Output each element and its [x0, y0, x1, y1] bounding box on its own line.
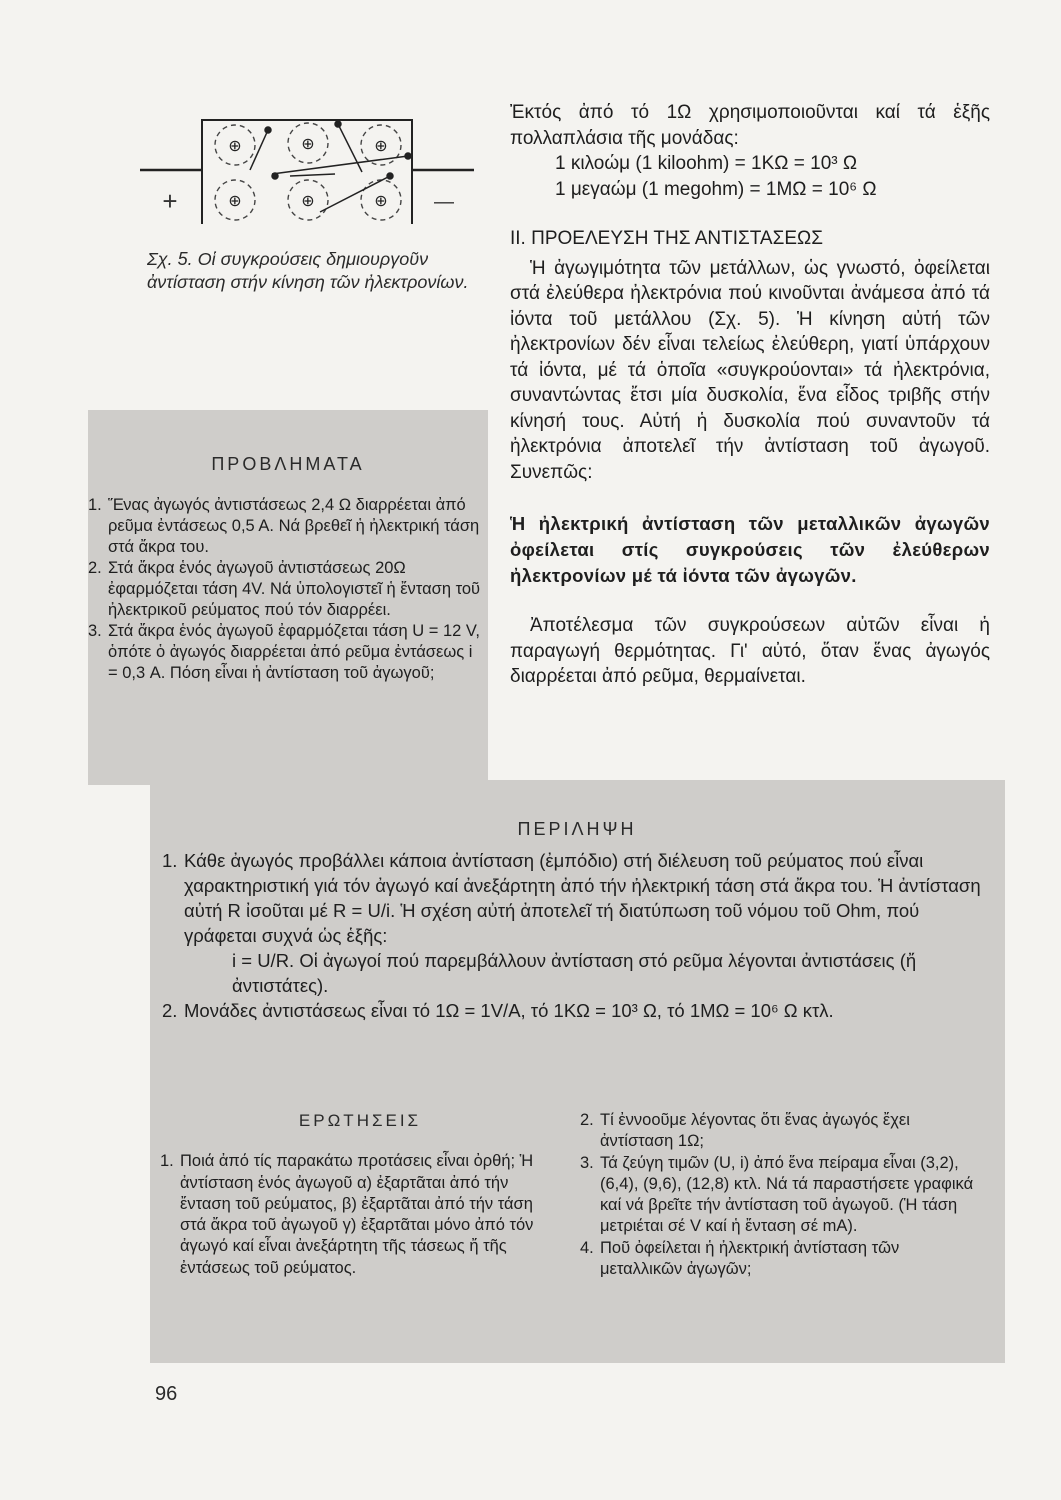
section-2-title: II. ΠΡΟΕΛΕΥΣΗ ΤΗΣ ΑΝΤΙΣΤΑΣΕΩΣ: [510, 228, 823, 249]
section-2-paragraph-1: Ἡ ἀγωγιμότητα τῶν μετάλλων, ὡς γνωστό, ὀφείλεται στά ἐλεύθερα ἠλεκτρόνια πού κινοῦνται ἀνάμεσα ἀπό τά ἰόντα τοῦ μετάλλου (Σχ. 5). Ἡ κίνηση αὐτή τῶν ἠλεκτρονίων δέν εἶναι τελείως ἐλεύθερη, γιατί ὑπάρχουν τά ἰόντα, μέ τά ὁποῖα «συγκρούονται» τά ἠλεκτρόνια, συναντώντας ἔτσι μία δυσκολία, ἕνα εἶδος τριβῆς στήν κίνησή τους. Αὐτή ἡ δυσκολία πού συναντοῦν τά ἠλεκτρόνια ἀποτελεῖ τήν ἀντίσταση τοῦ ἀγωγοῦ. Συνεπῶς:: [510, 257, 990, 483]
ion-symbols: [228, 136, 387, 210]
questions-left-list: [160, 1151, 560, 1279]
ion-icon: ⊕: [228, 193, 242, 210]
summary-title: ΠΕΡΙΛΗΨΗ: [517, 819, 637, 839]
electron-icon: [387, 173, 393, 179]
units-kiloohm: 1 κιλοώμ (1 kiloohm) = 1ΚΩ = 10³ Ω: [555, 153, 858, 174]
electron-icon: [272, 173, 278, 179]
negative-terminal: —: [434, 191, 454, 213]
electron-path: [290, 174, 335, 176]
units-megohm: 1 μεγαώμ (1 megohm) = 1ΜΩ = 10⁶ Ω: [555, 178, 877, 200]
figure-5-conductor-diagram: [140, 112, 480, 224]
electron-icon: [335, 121, 341, 127]
ion-icon: ⊕: [374, 193, 388, 210]
summary-list: [162, 848, 992, 1023]
figure-caption: Σχ. 5. Οἱ συγκρούσεις δημιουργοῦν ἀντίσταση στήν κίνηση τῶν ἠλεκτρονίων.: [147, 249, 469, 292]
ion-icon: ⊕: [301, 136, 315, 153]
problem-item: 2. Στά ἄκρα ἑνός ἀγωγοῦ ἀντιστάσεως 20Ω ἐφαρμόζεται τάση 4V. Νά ὑπολογιστεῖ ἡ ἔνταση τοῦ ἠλεκτρικοῦ ρεύματος πού τόν διαρρέει.: [88, 559, 481, 619]
summary-top-band: [150, 780, 1005, 795]
ion-icon: ⊕: [301, 193, 315, 210]
question-item: 4. Ποῦ ὀφείλεται ἡ ἠλεκτρική ἀντίσταση τῶν μεταλλικῶν ἀγωγῶν;: [580, 1238, 900, 1279]
summary-item: 2. Μονάδες ἀντιστάσεως εἶναι τό 1Ω = 1V/A, τό 1ΚΩ = 10³ Ω, τό 1ΜΩ = 10⁶ Ω κτλ.: [162, 1000, 834, 1021]
electron-icon: [405, 153, 411, 159]
summary-content: [162, 817, 992, 1023]
ion-icon: ⊕: [228, 138, 242, 155]
summary-item: 1. Κάθε ἀγωγός προβάλλει κάποια ἀντίσταση (ἐμπόδιο) στή διέλευση τοῦ ρεύματος πού εἶναι χαρακτηριστική γιά τόν ἀγωγό καί ἀνεξάρτητη ἀπό τήν ἠλεκτρική τάση στά ἄκρα του. Ἡ ἀντίσταση αὐτή R ἰσοῦται μέ R = U/i. Ἡ σχέση αὐτή ἀποτελεῖ τή διατύπωση τοῦ νόμου τοῦ Ohm, πού γράφεται συχνά ὡς ἑξῆς: i = U/R. Οἱ ἀγωγοί πού παρεμβάλλουν ἀντίσταση στό ρεῦμα λέγονται ἀντιστάσεις (ἤ ἀντιστάτες).: [162, 848, 992, 998]
conductor-ions-electrons-svg: [140, 112, 480, 224]
problems-box: [88, 410, 488, 785]
questions-right-column: [580, 1110, 980, 1280]
problems-list: [88, 495, 483, 684]
summary-box: [150, 795, 1005, 1091]
units-intro: Ἐκτός ἀπό τό 1Ω χρησιμοποιοῦνται καί τά ἑξῆς πολλαπλάσια τῆς μονάδας:: [510, 102, 990, 149]
questions-title: ΕΡΩΤΗΣΕΙΣ: [298, 1111, 422, 1130]
question-item: 3. Τά ζεύγη τιμῶν (U, i) ἀπό ἕνα πείραμα εἶναι (3,2), (6,4), (9,6), (12,8) κτλ. Νά τά παραστήσετε γραφικά καί νά βρεῖτε τήν ἀντίσταση τοῦ ἀγωγοῦ. (Ἡ τάση μετριέται σέ V καί ἡ ἔνταση σέ mA).: [580, 1153, 974, 1236]
questions-left-column: [160, 1110, 560, 1279]
electron-path: [250, 130, 268, 170]
question-item: 2. Τί ἐννοοῦμε λέγοντας ὅτι ἕνας ἀγωγός ἔχει ἀντίσταση 1Ω;: [580, 1111, 910, 1151]
ohm-law-formula: i = U/R. Οἱ ἀγωγοί πού παρεμβάλλουν ἀντίσταση στό ρεῦμα λέγονται ἀντιστάσεις (ἤ ἀντιστάτες).: [232, 950, 917, 996]
page-number: 96: [155, 1383, 178, 1405]
section-2-paragraph-2: Ἀποτέλεσμα τῶν συγκρούσεων αὐτῶν εἶναι ἡ παραγωγή θερμότητας. Γι' αὐτό, ὅταν ἕνας ἀγωγός διαρρέεται ἀπό ρεῦμα, θερμαίνεται.: [510, 615, 990, 687]
electron-icon: [265, 127, 271, 133]
problem-item: 3. Στά ἄκρα ἑνός ἀγωγοῦ ἐφαρμόζεται τάση U = 12 V, ὁπότε ὁ ἀγωγός διαρρέεται ἀπό ρεῦμα ἐντάσεως i = 0,3 Α. Πόση εἶναι ἡ ἀντίσταση τοῦ ἀγωγοῦ;: [88, 622, 481, 682]
questions-right-list: [580, 1110, 980, 1280]
electron-path: [272, 156, 408, 174]
problems-title: ΠΡΟΒΛΗΜΑΤΑ: [211, 454, 365, 474]
right-column-text: [510, 100, 990, 690]
positive-terminal: +: [162, 186, 178, 216]
question-item: 1. Ποιά ἀπό τίς παρακάτω προτάσεις εἶναι ὀρθή; Ἡ ἀντίσταση ἑνός ἀγωγοῦ α) ἐξαρτᾶται ἀπό τήν ἔνταση τοῦ ρεύματος, β) ἐξαρτᾶται ἀπό τήν τάση στά ἄκρα τοῦ ἀγωγοῦ γ) ἐξαρτᾶται μόνο ἀπό τόν ἀγωγό καί εἶναι ἀνεξάρτητη τῆς τάσεως ἤ τῆς ἐντάσεως τοῦ ρεύματος.: [160, 1152, 534, 1277]
section-2-bold-statement: Ἡ ἠλεκτρική ἀντίσταση τῶν μεταλλικῶν ἀγωγῶν ὀφείλεται στίς συγκρούσεις τῶν ἐλεύθερων ἠλεκτρονίων μέ τά ἰόντα τῶν ἀγωγῶν.: [510, 513, 990, 586]
ion-icon: ⊕: [374, 138, 388, 155]
problem-item: 1. Ἕνας ἀγωγός ἀντιστάσεως 2,4 Ω διαρρέεται ἀπό ρεῦμα ἐντάσεως 0,5 Α. Νά βρεθεῖ ἡ ἠλεκτρική τάση στά ἄκρα του.: [88, 496, 480, 556]
